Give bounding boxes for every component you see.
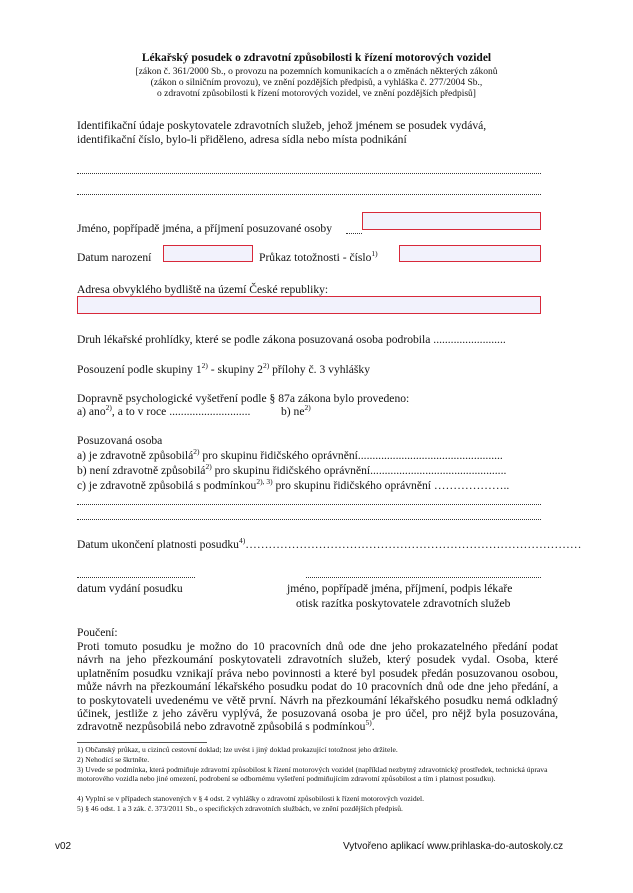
id-number-input[interactable] [399,245,541,262]
doctor-signature-label: jméno, popřípadě jména, příjmení, podpis lékaře [287,582,513,595]
issue-date-label: datum vydání posudku [77,582,183,595]
instruction-heading: Poučení: [77,626,118,639]
footnote-1: 1) Občanský průkaz, u cizinců cestovní doklad; lze uvést i jiný doklad prokazující totožnost jeho držitele. [77,745,398,754]
group-assessment-line: Posouzení podle skupiny 1$^{2)}$ - skupiny 2$^{2)}$ přílohy č. 3 vyhlášky [77,361,371,376]
address-label: Adresa obvyklého bydliště na území České republiky: [77,283,329,296]
birth-date-input[interactable] [163,245,253,262]
legal-reference-line-3: o zdravotní způsobilosti k řízení motorových vozidel, ve znění pozdějších předpisů] [157,89,476,99]
issue-date-line [77,577,195,578]
stamp-label: otisk razítka poskytovatele zdravotních služeb [296,597,511,610]
document-title: Lékařský posudek o zdravotní způsobilosti k řízení motorových vozidel [141,52,492,64]
assessment-option-a: a) je zdravotně způsobilá$^{2)}$ pro skupinu řidičského oprávnění.................................................. [77,447,503,462]
assessment-option-c: c) je zdravotně způsobilá s podmínkou$^{2), 3)}$ pro skupinu řidičského oprávnění ……………….. [77,477,510,492]
id-number-label: Průkaz totožnosti - číslo$^{1)}$ [259,249,378,264]
psych-exam-no: b) $ne^{2)}$ [281,403,311,418]
footnote-4: 4) Vyplní se v případech stanovených v § 4 odst. 2 vyhlášky o zdravotní způsobilosti k řízení motorových vozidel. [77,794,425,803]
name-label: Jméno, popřípadě jména, a příjmení posuzované osoby [77,222,333,235]
assessment-dotted-line-2 [77,519,541,520]
provider-dotted-line-2 [77,194,541,195]
instruction-text: Proti tomuto posudku je možno do 10 pracovních dnů ode dne jeho prokazatelného předání podat návrh na jeho přezkoumání poskytovateli zdravotních služeb, který posudek vydal. Osoba, které uplatněním posudku vznikají práva nebo povinnosti a které byl posudek předán posuzovanou osobou, může návrh na přezkoumání lékařského posudku podat do 10 pracovních dnů ode dne jeho předání, a to poskytovateli uvedenému ve větě první. Návrh na přezkoumání lékařského posudku nemá odkladný účinek, jestliže z jeho závěru vyplývá, že posuzovaná osoba je pro účel, pro nějž byla posuzována, zdravotně nezpůsobilá nebo zdravotně způsobilá s podmínkou$^{5)}$. [77,640,558,734]
address-input[interactable] [77,296,541,314]
exam-type-line: Druh lékařské prohlídky, které se podle zákona posuzovaná osoba podrobila ......................... [77,333,506,346]
legal-reference-line-1: [zákon č. 361/2000 Sb., o provozu na pozemních komunikacích a o změnách některých zákonů [135,67,498,77]
version-label: v02 [55,841,72,852]
provider-label-line-2: identifikační číslo, bylo-li přiděleno, adresa sídla nebo místa podnikání [77,133,407,146]
signature-line [306,577,541,578]
footnote-2: 2) Nehodící se škrtněte. [77,755,150,764]
provider-label-line-1: Identifikační údaje poskytovatele zdravotních služeb, jehož jménem se posudek vydává, [77,119,487,132]
validity-line: Datum ukončení platnosti posudku$^{4)}$…………………………………………………………………………… [77,536,582,551]
credit-link[interactable]: Vytvořeno aplikací www.prihlaska-do-autoskoly.cz [343,841,564,852]
psych-exam-line: Dopravně psychologické vyšetření podle § 87a zákona bylo provedeno: [77,392,410,405]
assessment-heading: Posuzovaná osoba [77,434,163,447]
footnote-3: 3) Uvede se podmínka, která podmiňuje zdravotní způsobilost k řízení motorových vozidel (například nezbytný zdravotnický prostředek, technická úprava motorového vozidla nebo jiné omezení, podrobení se odbornému vyšetření podmiňujícím zdravotní způsobilost a tím i platnost posudku). [77,765,548,784]
legal-reference-line-2: (zákon o silničním provozu), ve znění pozdějších předpisů, a vyhláška č. 277/2004 Sb., [150,78,483,88]
assessment-option-b: b) není zdravotně způsobilá$^{2)}$ pro skupinu řidičského oprávnění............................................... [77,462,507,477]
psych-exam-yes: a) ano$^{2)}$, a to v roce ............................ [77,403,251,418]
footnote-divider [77,742,207,743]
name-input[interactable] [362,212,541,230]
name-dots [346,233,362,234]
footnote-5: 5) § 46 odst. 1 a 3 zák. č. 373/2011 Sb., o specifických zdravotních službách, ve znění pozdějších předpisů. [77,804,403,813]
birth-date-label: Datum narození [77,251,152,264]
assessment-dotted-line-1 [77,504,541,505]
provider-dotted-line-1 [77,173,541,174]
